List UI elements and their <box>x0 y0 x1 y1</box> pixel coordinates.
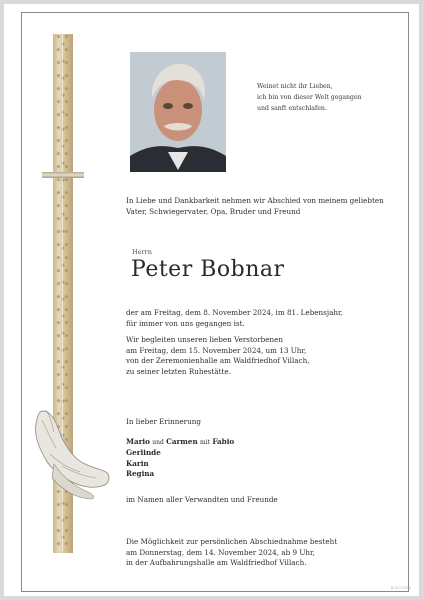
family-name: Mario <box>126 437 150 446</box>
funeral-details <box>126 335 309 377</box>
cross-bar <box>42 172 84 178</box>
intro-line: Vater, Schwiegervater, Opa, Bruder und Freund <box>126 206 301 216</box>
poem-line: ich bin von dieser Welt gegangen <box>257 94 362 101</box>
poem-line: Weinet nicht ihr Lieben, <box>257 83 333 90</box>
family-name: Carmen <box>166 437 198 446</box>
family-line <box>126 437 234 448</box>
intro-text <box>126 196 384 217</box>
memory-label: In lieber Erinnerung <box>126 417 201 426</box>
obituary-page <box>4 4 419 596</box>
family-name: Gerlinde <box>126 448 161 458</box>
poem <box>257 81 362 114</box>
deceased-name: Peter Bobnar <box>131 257 285 282</box>
family-connector: und <box>152 439 164 446</box>
portrait-photo <box>130 52 226 172</box>
funeral-line: von der Zeremonienhalle am Waldfriedhof Villach, <box>126 356 310 366</box>
viewing-details <box>126 537 337 569</box>
family-name: Fabio <box>212 437 235 446</box>
poem-line: und sanft entschlafen. <box>257 105 327 112</box>
intro-line: In Liebe und Dankbarkeit nehmen wir Abschied von meinem geliebten <box>126 196 384 205</box>
family-connector: mit <box>199 439 211 446</box>
death-notice-line: für immer von uns gegangen ist. <box>126 318 245 328</box>
viewing-line: in der Aufbahrungshalle am Waldfriedhof Villach. <box>126 558 307 568</box>
funeral-line: Wir begleiten unseren lieben Verstorbenen <box>126 335 283 344</box>
death-notice <box>126 308 343 329</box>
family-name: Regina <box>126 469 155 479</box>
family-name: Karin <box>126 458 149 468</box>
funeral-line: am Freitag, dem 15. November 2024, um 13 Uhr, <box>126 345 307 355</box>
print-code: B.217 0024 <box>390 586 411 590</box>
funeral-line: zu seiner letzten Ruhestätte. <box>126 366 231 376</box>
family-list <box>126 437 234 480</box>
viewing-line: am Donnerstag, dem 14. November 2024, ab 9 Uhr, <box>126 547 315 557</box>
viewing-line: Die Möglichkeit zur persönlichen Abschiednahme besteht <box>126 537 338 546</box>
praying-hands-icon <box>32 406 112 501</box>
death-notice-line: der am Freitag, dem 8. November 2024, im 81. Lebensjahr, <box>126 308 343 317</box>
relatives-text: im Namen aller Verwandten und Freunde <box>126 495 278 504</box>
salutation: Herrn <box>132 248 152 256</box>
